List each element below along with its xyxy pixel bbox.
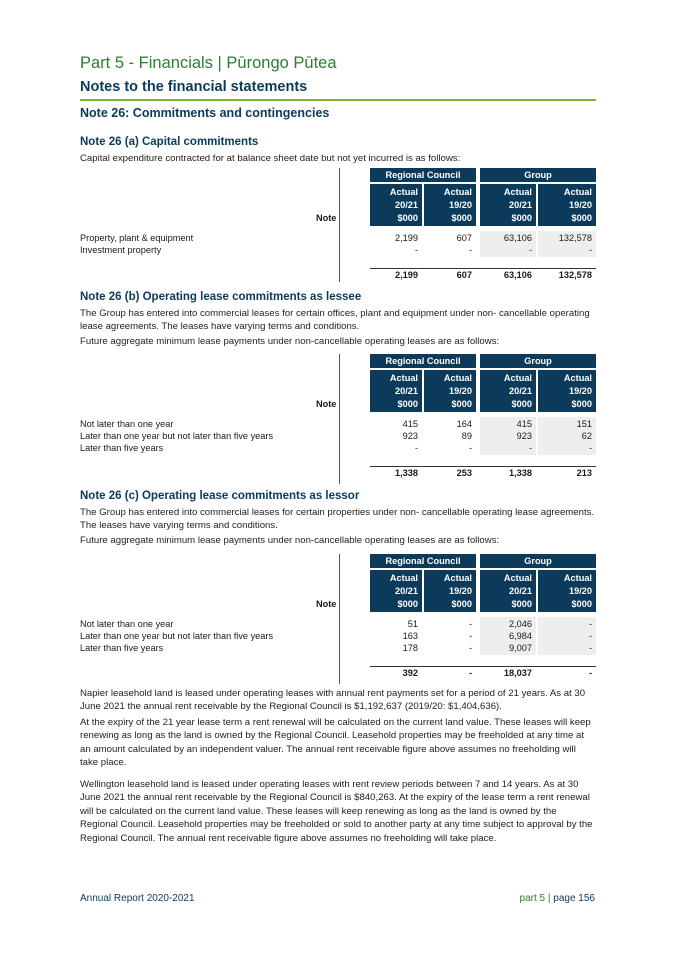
header-group: Group <box>480 168 596 182</box>
lessor-table <box>80 554 596 684</box>
lessor-para2: Future aggregate minimum lease payments under non-cancellable operating leases are as follows: <box>80 535 500 546</box>
total-rule <box>370 268 596 269</box>
table-cell: 89 <box>461 431 472 441</box>
table-cell: 415 <box>402 419 418 429</box>
table-cell: - <box>414 443 418 453</box>
total-cell: 392 <box>402 668 418 678</box>
part-title: Part 5 - Financials | Pūrongo Pūtea <box>80 54 337 72</box>
lessee-table <box>80 354 596 484</box>
col-header: Actual 20/21 $000 <box>370 370 422 412</box>
table-row-label: Not later than one year <box>80 419 174 429</box>
table-cell: - <box>468 443 472 453</box>
total-rule <box>370 466 596 467</box>
table-cell: - <box>588 245 592 255</box>
total-cell: 607 <box>456 270 472 280</box>
table-cell: - <box>468 619 472 629</box>
total-cell: 253 <box>456 468 472 478</box>
table-cell: - <box>468 245 472 255</box>
table-row-label: Later than five years <box>80 443 164 453</box>
table-row-label: Later than one year but not later than five years <box>80 431 274 441</box>
table-divider <box>339 554 340 684</box>
table-cell: 607 <box>456 233 472 243</box>
table-cell: 9,007 <box>509 643 532 653</box>
table-cell: 132,578 <box>538 231 596 257</box>
col-header: Actual 20/21 $000 <box>480 370 536 412</box>
total-cell: 1,338 <box>509 468 532 478</box>
col-header: Actual 19/20 $000 <box>538 370 596 412</box>
table-row-label: Investment property <box>80 245 162 255</box>
table-row-label: Not later than one year <box>80 619 174 629</box>
header-note: Note <box>316 599 337 609</box>
total-cell: 2,199 <box>395 270 418 280</box>
header-regional-council: Regional Council <box>370 354 476 368</box>
header-note: Note <box>316 213 337 223</box>
total-cell: 18,037 <box>503 668 532 678</box>
header-note: Note <box>316 399 337 409</box>
table-row-label: Later than five years <box>80 643 164 653</box>
lessee-heading: Note 26 (b) Operating lease commitments as lessee <box>80 291 362 303</box>
table-cell: 151 <box>538 417 596 455</box>
table-cell: - <box>414 245 418 255</box>
total-cell: 132,578 <box>558 270 592 280</box>
footer-report-title: Annual Report 2020-2021 <box>80 893 195 904</box>
table-cell: 164 <box>456 419 472 429</box>
header-regional-council: Regional Council <box>370 168 476 182</box>
table-divider <box>339 354 340 484</box>
table-cell: - <box>528 245 532 255</box>
table-row-label: Later than one year but not later than five years <box>80 631 274 641</box>
capital-table <box>80 168 596 282</box>
total-cell: - <box>588 668 592 678</box>
col-header: Actual 19/20 $000 <box>424 370 476 412</box>
total-cell: - <box>468 668 472 678</box>
header-group: Group <box>480 554 596 568</box>
section-title: Notes to the financial statements <box>80 79 308 95</box>
total-rule <box>370 666 596 667</box>
table-cell: - <box>588 443 592 453</box>
table-cell: 51 <box>407 619 418 629</box>
table-cell: - <box>468 643 472 653</box>
note-title: Note 26: Commitments and contingencies <box>80 106 330 120</box>
table-cell: 163 <box>402 631 418 641</box>
lessor-para1: The Group has entered into commercial leases for certain properties under non- cancellable operating lease agreements. The leases have varying terms and conditions. <box>80 507 595 532</box>
table-cell: 63,106 <box>480 231 536 257</box>
table-cell: - <box>528 443 532 453</box>
footer-page <box>520 893 595 904</box>
header-group: Group <box>480 354 596 368</box>
capital-intro: Capital expenditure contracted for at balance sheet date but not yet incurred is as follows: <box>80 153 461 164</box>
table-cell: 415 <box>480 417 536 455</box>
table-cell: - <box>468 631 472 641</box>
col-header: Actual 20/21 $000 <box>480 184 536 226</box>
napier-para2: At the expiry of the 21 year lease term a rent renewal will be calculated on the current land value. These leases will keep renewing as long as the land is owned by the Regional Council. Leasehold properties may be freeholded at any time at an amount calculated by an independent valuer. The annual rent receivable figure above assumes no freeholding will take place. <box>80 717 591 769</box>
total-cell: 213 <box>576 468 592 478</box>
col-header: Actual 20/21 $000 <box>370 184 422 226</box>
table-cell: 178 <box>402 643 418 653</box>
capital-heading: Note 26 (a) Capital commitments <box>80 136 259 148</box>
lessee-para2: Future aggregate minimum lease payments under non-cancellable operating leases are as follows: <box>80 336 500 347</box>
footer-part: part 5 | <box>519 893 554 904</box>
lessor-heading: Note 26 (c) Operating lease commitments as lessor <box>80 490 360 502</box>
title-divider <box>80 99 596 101</box>
table-cell: 2,199 <box>395 233 418 243</box>
table-cell: 62 <box>581 431 592 441</box>
col-header: Actual 19/20 $000 <box>424 184 476 226</box>
col-header: Actual 19/20 $000 <box>538 184 596 226</box>
table-cell: 923 <box>516 431 532 441</box>
table-cell: 6,984 <box>509 631 532 641</box>
lessee-para1: The Group has entered into commercial leases for certain offices, plant and equipment under non- cancellable operating lease agreements. The leases have varying terms and conditions. <box>80 308 590 333</box>
footer-page-number: page 156 <box>553 893 595 904</box>
col-header: Actual 19/20 $000 <box>424 570 476 612</box>
wellington-para: Wellington leasehold land is leased under operating leases with rent review periods between 7 and 14 years. As at 30 June 2021 the annual rent receivable by the Regional Council is $840,263. At the expiry of the lease term a rent renewal will be calculated on the current land value. These leases will keep renewing as long as the land is owned by the Regional Council. Leasehold properties may be freeholded or sold to another party at any time subject to approval by the Regional Council. The annual rent receivable figure above assumes no freeholding will take place. <box>80 779 593 844</box>
col-header: Actual 20/21 $000 <box>370 570 422 612</box>
table-cell: - <box>588 643 592 653</box>
table-cell: 2,046 <box>480 617 536 655</box>
col-header: Actual 20/21 $000 <box>480 570 536 612</box>
table-divider <box>339 168 340 282</box>
total-cell: 1,338 <box>395 468 418 478</box>
table-row-label: Property, plant & equipment <box>80 233 194 243</box>
table-cell: 923 <box>402 431 418 441</box>
header-regional-council: Regional Council <box>370 554 476 568</box>
table-cell: - <box>538 617 596 655</box>
total-cell: 63,106 <box>503 270 532 280</box>
table-cell: - <box>588 631 592 641</box>
napier-para1: Napier leasehold land is leased under operating leases with annual rent payments set for a period of 21 years. As at 30 June 2021 the annual rent receivable by the Regional Council is $1,192,637 (2019/20: $1,404,636). <box>80 688 586 713</box>
col-header: Actual 19/20 $000 <box>538 570 596 612</box>
